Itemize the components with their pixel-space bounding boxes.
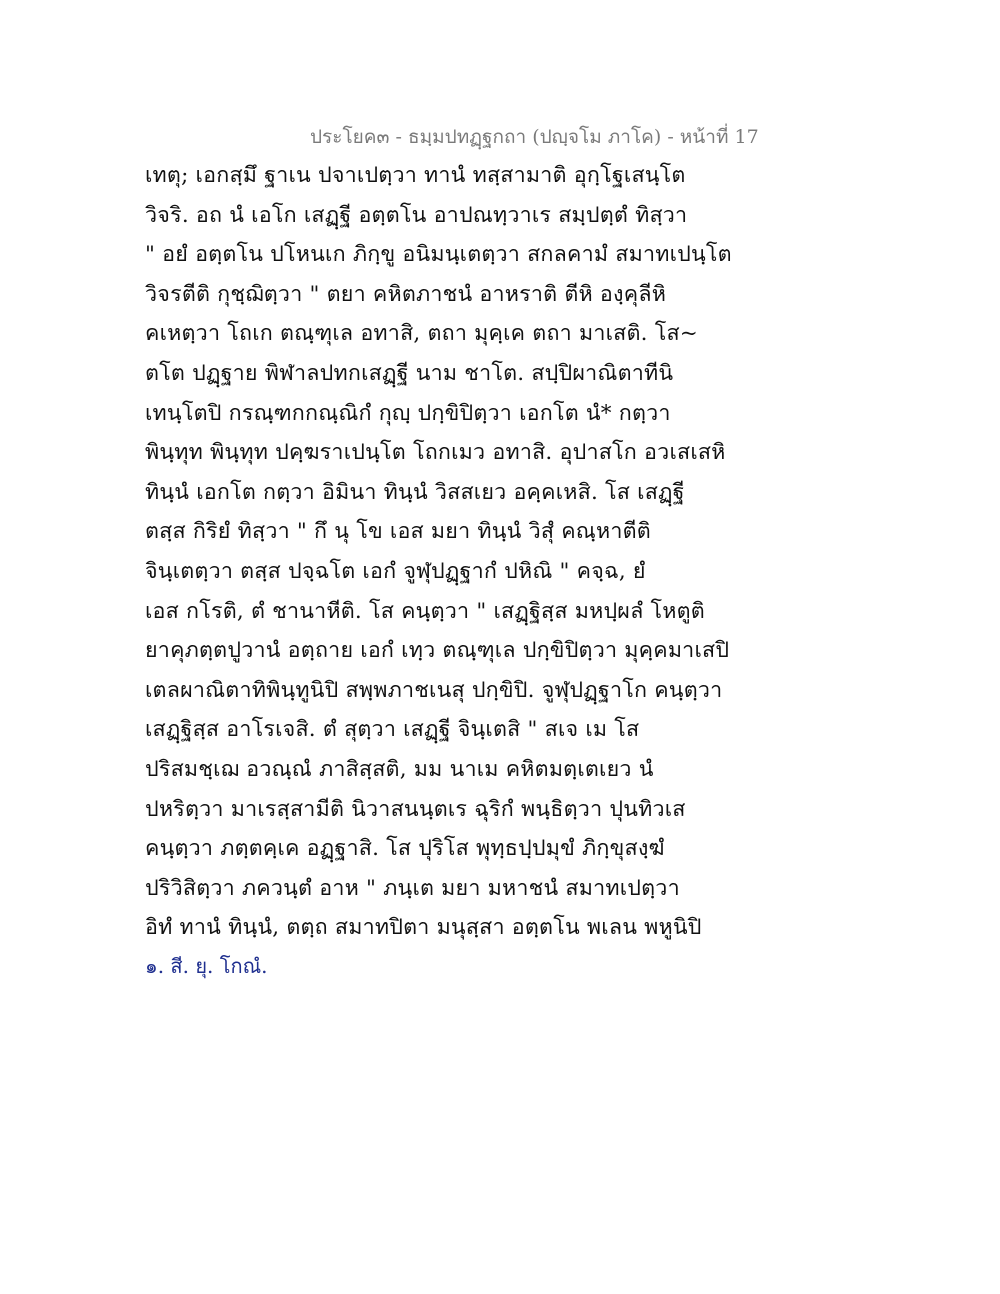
text-line: ตโต ปฏฺฐาย พิฬาลปทกเสฏฺฐี นาม ชาโต. สปฺปิผาณิตาทีนิ xyxy=(145,360,674,386)
footnote-text: ๑. สี. ยุ. โกณํ. xyxy=(145,954,268,978)
text-line: ทินฺนํ เอกโต กตฺวา อิมินา ทินฺนํ วิสสเยว อคฺคเหสิ. โส เสฏฺฐี xyxy=(145,479,685,505)
page-header xyxy=(310,122,759,152)
text-line: ตสฺส กิริยํ ทิสฺวา " กึ นุ โข เอส มยา ทินฺนํ วิสุํ คณฺหาตีติ xyxy=(145,519,651,545)
text-line: วิจริ. อถ นํ เอโก เสฏฺฐี อตฺตโน อาปณทฺวาเร สมฺปตฺตํ ทิสฺวา xyxy=(145,202,688,228)
text-line: เตลผาณิตาทิพินฺทูนิปิ สพฺพภาชเนสุ ปกฺขิปิ. จูฬุปฏฺฐาโก คนฺตฺวา xyxy=(145,677,723,703)
text-line: ยาคุภตฺตปูวานํ อตฺถาย เอกํ เทฺว ตณฺฑุเล ปกฺขิปิตฺวา มุคฺคมาเสปิ xyxy=(145,638,730,664)
body-text xyxy=(145,156,732,948)
text-line: วิจรตีติ กุชฺฌิตฺวา " ตยา คหิตภาชนํ อาหราติ ตีหิ องฺคุลีหิ xyxy=(145,281,667,307)
text-line: ปหริตฺวา มาเรสฺสามีติ นิวาสนนฺตเร ฉุริกํ พนฺธิตฺวา ปุนทิวเส xyxy=(145,796,686,822)
text-line: เอส กโรติ, ตํ ชานาหีติ. โส คนฺตฺวา " เสฏฺฐิสฺส มหปฺผลํ โหตูติ xyxy=(145,598,705,624)
text-line: ปริวิสิตฺวา ภควนฺตํ อาห " ภนฺเต มยา มหาชนํ สมาทเปตฺวา xyxy=(145,875,680,901)
footnote xyxy=(145,950,268,982)
text-line: เทนฺโตปิ กรณฺฑกกณฺณิกํ กุญฺ ปกฺขิปิตฺวา เอกโต นํ* กตฺวา xyxy=(145,400,671,426)
text-line: คเหตฺวา โถเก ตณฺฑุเล อทาสิ, ตถา มุคฺเค ตถา มาเสติ. โส~ xyxy=(145,321,698,347)
text-line: เสฏฺฐิสฺส อาโรเจสิ. ตํ สุตฺวา เสฏฺฐี จินฺเตสิ " สเจ เม โส xyxy=(145,717,640,743)
text-line: อิทํ ทานํ ทินฺนํ, ตตฺถ สมาทปิตา มนุสฺสา อตฺตโน พเลน พหูนิปิ xyxy=(145,915,702,941)
text-line: จินฺเตตฺวา ตสฺส ปจฺฉโต เอกํ จูฬุปฏฺฐากํ ปหิณิ " คจฺฉ, ยํ xyxy=(145,558,646,584)
text-line: พินฺทุท พินฺทุท ปคฺฆราเปนฺโต โถกเมว อทาสิ. อุปาสโก อวเสเสหิ xyxy=(145,440,726,466)
text-line: ปริสมชฺเฌ อวณฺณํ ภาสิสฺสติ, มม นาเม คหิตมตฺเตเยว นํ xyxy=(145,756,654,782)
text-line: " อยํ อตฺตโน ปโหนเก ภิกฺขู อนิมนฺเตตฺวา สกลคามํ สมาทเปนฺโต xyxy=(145,242,732,268)
text-line: คนฺตฺวา ภตฺตคฺเค อฏฺฐาสิ. โส ปุริโส พุทฺธปฺปมุขํ ภิกฺขุสงฺฆํ xyxy=(145,836,665,862)
running-title: ประโยค๓ - ธมฺมปทฏฺฐกถา (ปญฺจโม ภาโค) - หน้าที่ 17 xyxy=(310,126,759,148)
text-line: เทตุ; เอกสฺมึ ฐาเน ปจาเปตฺวา ทานํ ทสฺสามาติ อุกฺโฐเสนฺโต xyxy=(145,163,686,188)
